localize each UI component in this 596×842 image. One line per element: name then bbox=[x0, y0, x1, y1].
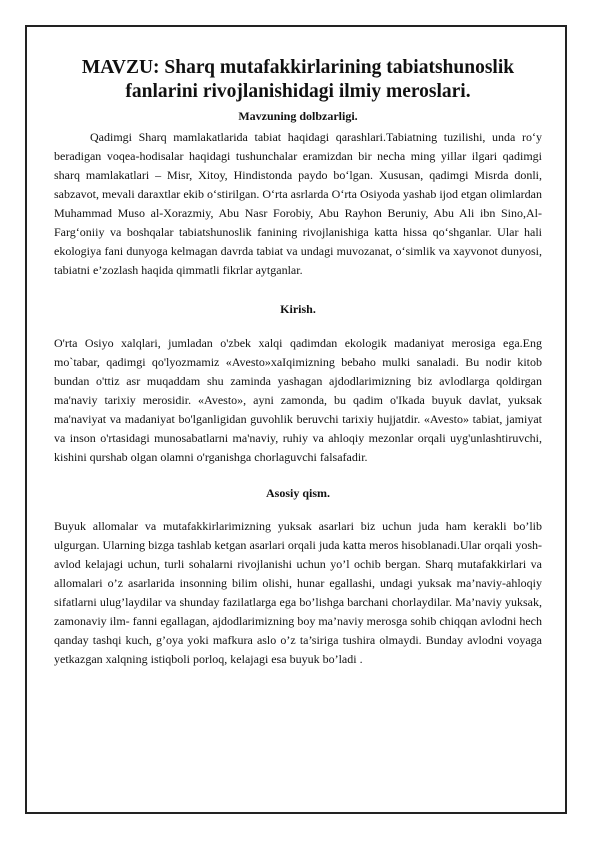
document-title: MAVZU: Sharq mutafakkirlarining tabiatshunoslik fanlarini rivojlanishidagi ilmiy meroslari. bbox=[81, 57, 515, 102]
asosiy-qism-paragraph: Buyuk allomalar va mutafakkirlarimizning yuksak asarlari biz uchun juda ham kerakli bo’lib ulgurgan. Ularning bizga tashlab ketgan asarlari orqali juda katta meros hisoblanadi.Ular orqali yosh-avlod kelajagi uchun, turli sohalarni rivojlanishi uchun yo’l ochib bergan. Sharq mutafakkirlari va allomalari o’z asarlarida insonning bilim olishi, hunar egallashi, undagi yuksak ma’naviy-ahloqiy sifatlarni ulug’laydilar va shunday fazilatlarga ega bo’lishga barchani chorlaydilar. Ma’naviy yuksak, zamonaviy ilm- fanni egallagan, ajdodlarimizning boy ma’naviy merosga sohib chiqqan avlodni hech qanday tashqi kuch, g’oya yoki mafkura aslo o’z ta’siriga tushira olmaydi. Bunday avlodni voyaga yetkazgan xalqning istiqboli porloq, kelajagi esa buyuk bo’ladi . bbox=[54, 519, 542, 666]
document-subtitle: Mavzuning dolbzarligi. bbox=[238, 109, 358, 123]
document-body bbox=[54, 56, 542, 669]
section-heading-asosiy-qism: Asosiy qism. bbox=[265, 486, 330, 500]
section-heading-kirish: Kirish. bbox=[280, 302, 316, 316]
intro-paragraph: Qadimgi Sharq mamlakatlarida tabiat haqidagi qarashlari.Tabiatning tuzilishi, unda ro‘y beradigan voqea-hodisalar haqidagi tushunchalar eramizdan bir necha ming yillar ilgari qadimgi sharq mamlakatlari – Misr, Xitoy, Hindistonda paydo bo‘lgan. Xususan, qadimgi Misrda donli, sabzavot, mevali daraxtlar ekib o‘stirilgan. O‘rta asrlarda O‘rta Osiyoda yashab ijod etgan olimlardan Muhammad Muso al-Xorazmiy, Abu Nasr Forobiy, Abu Rayhon Beruniy, Abu Ali ibn Sino,Al-Farg‘oniiy va boshqalar tabiatshunoslik fanining rivojlanishiga katta hissa qo‘shganlar. Ular hali ekologiya fani dunyoga kelmagan davrda tabiat va undagi muvozanat, o‘simlik va xayvonot dunyosi, tabiatni e’zozlash haqida qimmatli fikrlar aytganlar. bbox=[54, 130, 542, 277]
kirish-paragraph: O'rta Osiyo xalqlari, jumladan o'zbek xalqi qadimdan ekologik madaniyat merosiga ega.Eng mo`tabar, qadimgi qo'lyozmamiz «Avesto»xaIqimizning bebaho mulki sanaladi. Bu nodir kitob bundan o'ttiz asr muqaddam shu zaminda yashagan ajdodlarimizning biz avlodlarga qoldirgan ma'naviy tarixiy merosidir. «Avesto», ayni zamonda, bu qadim o'Ikada buyuk davlat, yuksak ma'naviyat va madaniyat bo'lganligidan guvohlik beruvchi tarixiy hujjatdir. «Avesto» tabiat, jamiyat va inson o'rtasidagi munosabatlarni ma'naviy, ruhiy va ahloqiy mezonlar orqali uyg'unlashtiruvchi, kishini qurshab olgan olamni o'rganishga chorlaguvchi falsafadir. bbox=[54, 336, 542, 464]
